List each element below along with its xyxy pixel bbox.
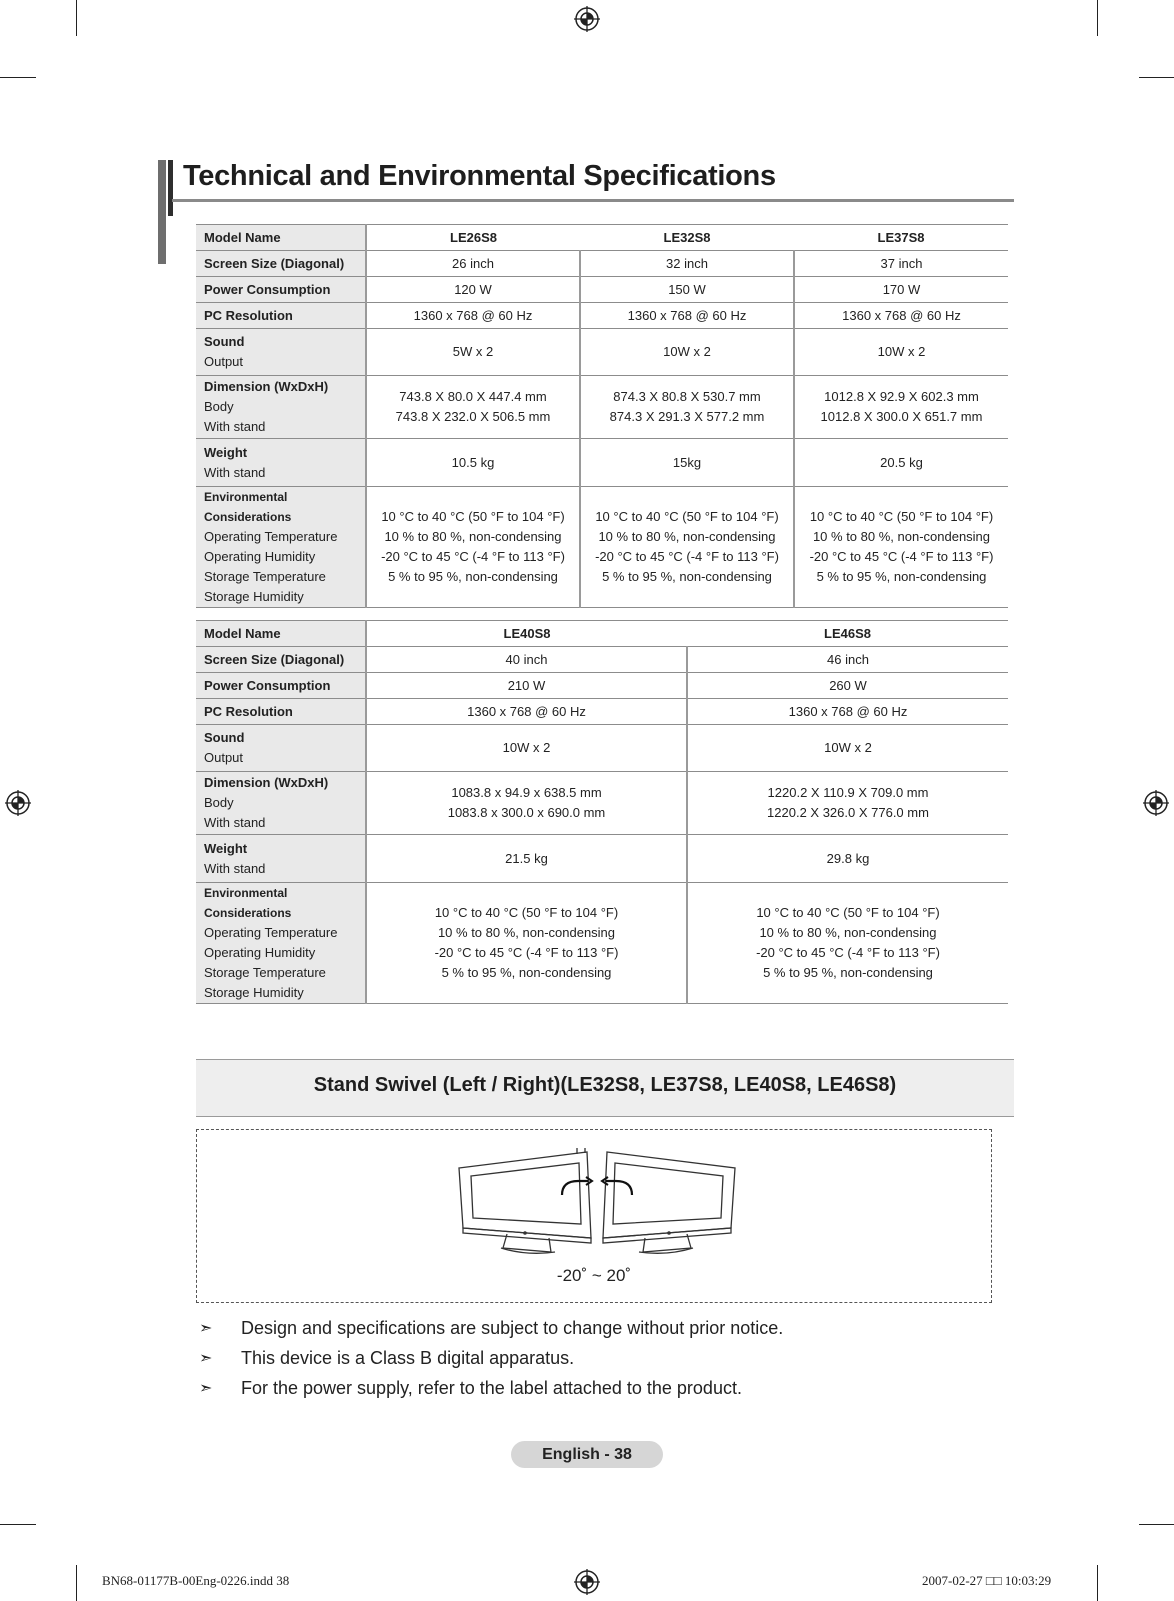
table-cell: 1360 x 768 @ 60 Hz	[580, 303, 794, 329]
table-row	[196, 647, 1008, 673]
row-sublabel: With stand	[204, 815, 266, 830]
table-cell: 10W x 2	[366, 725, 687, 772]
table-cell: 46 inch	[687, 647, 1008, 673]
row-label: PC Resolution	[204, 703, 293, 719]
dimension-stand-value: 874.3 X 291.3 X 577.2 mm	[609, 409, 765, 424]
row-label: Environmental Considerations	[204, 490, 292, 524]
crop-mark	[1097, 1565, 1098, 1601]
tv-monitor-icon	[457, 1148, 737, 1258]
model-name-cell: LE37S8	[794, 225, 1008, 251]
row-sublabel: Storage Humidity	[204, 985, 304, 1000]
row-sublabel: Operating Temperature	[204, 529, 338, 544]
table-row	[196, 725, 1008, 772]
crop-mark	[0, 1524, 36, 1525]
table-row	[196, 439, 1008, 487]
row-sublabel: Storage Humidity	[204, 589, 304, 604]
table-cell	[794, 376, 1008, 439]
row-label: Dimension (WxDxH)	[204, 775, 329, 790]
row-sublabel: Storage Temperature	[204, 965, 326, 980]
table-row	[196, 225, 1008, 251]
row-label: Dimension (WxDxH)	[204, 379, 329, 394]
table-cell: 29.8 kg	[687, 835, 1008, 883]
registration-mark-icon	[574, 1569, 600, 1595]
env-value: 5 % to 95 %, non-condensing	[602, 569, 772, 584]
rotation-arrow-icon	[552, 1173, 642, 1203]
row-sublabel: Operating Humidity	[204, 945, 316, 960]
note-text: This device is a Class B digital apparatus.	[241, 1348, 575, 1368]
page-number-badge: English - 38	[511, 1441, 663, 1468]
table-cell	[580, 487, 794, 608]
spec-table-2	[196, 620, 1008, 1004]
row-label: Weight	[204, 444, 248, 460]
table-cell: 32 inch	[580, 251, 794, 277]
registration-mark-icon	[1143, 790, 1169, 816]
row-sublabel: With stand	[204, 464, 266, 480]
row-sublabel: With stand	[204, 860, 266, 876]
row-label: Environmental Considerations	[204, 886, 292, 920]
table-cell	[687, 883, 1008, 1004]
row-label: PC Resolution	[204, 307, 293, 323]
env-value: 5 % to 95 %, non-condensing	[441, 965, 612, 980]
row-sublabel: With stand	[204, 419, 266, 434]
table-row	[196, 487, 1008, 608]
env-value: 10 % to 80 %, non-condensing	[598, 529, 776, 544]
swivel-illustration-box	[196, 1129, 992, 1303]
table-row	[196, 621, 1008, 647]
model-name-cell: LE46S8	[687, 621, 1008, 647]
env-value: 10 °C to 40 °C (50 °F to 104 °F)	[595, 509, 779, 524]
dimension-body-value: 874.3 X 80.8 X 530.7 mm	[613, 389, 761, 404]
model-name-cell: LE32S8	[580, 225, 794, 251]
dimension-stand-value: 1083.8 x 300.0 x 690.0 mm	[447, 805, 606, 820]
footer-timestamp: 2007-02-27 □□ 10:03:29	[922, 1573, 1052, 1588]
swivel-angle-label: -20˚ ~ 20˚	[556, 1266, 632, 1285]
table-cell: 1360 x 768 @ 60 Hz	[366, 699, 687, 725]
env-value: 10 °C to 40 °C (50 °F to 104 °F)	[756, 905, 940, 920]
table-cell: 1360 x 768 @ 60 Hz	[687, 699, 1008, 725]
spec-table-1	[196, 224, 1008, 608]
row-label: Sound	[204, 730, 245, 745]
env-value: -20 °C to 45 °C (-4 °F to 113 °F)	[809, 549, 994, 564]
env-value: 10 °C to 40 °C (50 °F to 104 °F)	[434, 905, 619, 920]
env-value: 10 % to 80 %, non-condensing	[812, 529, 991, 544]
footer-file-name: BN68-01177B-00Eng-0226.indd 38	[102, 1573, 290, 1588]
swivel-title: Stand Swivel (Left / Right)(LE32S8, LE37S8, LE40S8, LE46S8)	[313, 1074, 897, 1096]
table-row	[196, 699, 1008, 725]
dimension-stand-value: 1012.8 X 300.0 X 651.7 mm	[820, 409, 983, 424]
env-value: -20 °C to 45 °C (-4 °F to 113 °F)	[595, 549, 779, 564]
row-label: Screen Size (Diagonal)	[204, 255, 345, 271]
row-sublabel: Storage Temperature	[204, 569, 326, 584]
table-cell: 210 W	[366, 673, 687, 699]
row-label: Power Consumption	[204, 677, 331, 693]
table-cell	[366, 487, 580, 608]
table-cell: 26 inch	[366, 251, 580, 277]
table-row	[196, 673, 1008, 699]
crop-mark	[1097, 0, 1098, 36]
table-row	[196, 303, 1008, 329]
note-arrow-icon: ➣	[199, 1350, 213, 1367]
table-cell: 10W x 2	[794, 329, 1008, 376]
list-item	[199, 1378, 999, 1408]
dimension-stand-value: 743.8 X 232.0 X 506.5 mm	[395, 409, 551, 424]
env-value: 5 % to 95 %, non-condensing	[388, 569, 558, 584]
notes-list	[199, 1318, 999, 1408]
table-cell: 40 inch	[366, 647, 687, 673]
table-row	[196, 883, 1008, 1004]
env-value: -20 °C to 45 °C (-4 °F to 113 °F)	[756, 945, 940, 960]
dimension-body-value: 1220.2 X 110.9 X 709.0 mm	[767, 785, 929, 800]
env-value: 5 % to 95 %, non-condensing	[763, 965, 933, 980]
crop-mark	[1139, 77, 1174, 78]
env-value: -20 °C to 45 °C (-4 °F to 113 °F)	[381, 549, 565, 564]
table-cell: 15kg	[580, 439, 794, 487]
registration-mark-icon	[5, 790, 31, 816]
crop-mark	[1139, 1524, 1174, 1525]
table-cell: 10W x 2	[687, 725, 1008, 772]
row-sublabel: Operating Temperature	[204, 925, 338, 940]
table-row	[196, 835, 1008, 883]
table-cell	[580, 376, 794, 439]
table-row	[196, 329, 1008, 376]
row-label: Weight	[204, 840, 248, 856]
row-label: Sound	[204, 334, 245, 349]
list-item	[199, 1318, 999, 1348]
table-row	[196, 277, 1008, 303]
env-value: 10 % to 80 %, non-condensing	[437, 925, 616, 940]
env-value: 10 % to 80 %, non-condensing	[759, 925, 937, 940]
env-value: 10 % to 80 %, non-condensing	[384, 529, 562, 544]
table-cell: 21.5 kg	[366, 835, 687, 883]
dimension-stand-value: 1220.2 X 326.0 X 776.0 mm	[767, 805, 929, 820]
title-underline	[172, 199, 1014, 202]
env-value: 10 °C to 40 °C (50 °F to 104 °F)	[381, 509, 565, 524]
table-row	[196, 772, 1008, 835]
crop-mark	[0, 77, 36, 78]
dimension-body-value: 1083.8 x 94.9 x 638.5 mm	[451, 785, 602, 800]
table-cell: 260 W	[687, 673, 1008, 699]
table-cell: 170 W	[794, 277, 1008, 303]
env-value: -20 °C to 45 °C (-4 °F to 113 °F)	[434, 945, 619, 960]
table-cell	[366, 376, 580, 439]
note-text: For the power supply, refer to the label attached to the product.	[241, 1378, 742, 1398]
row-label: Model Name	[204, 625, 281, 641]
table-cell: 1360 x 768 @ 60 Hz	[366, 303, 580, 329]
table-cell	[687, 772, 1008, 835]
table-cell: 10W x 2	[580, 329, 794, 376]
note-arrow-icon: ➣	[199, 1320, 213, 1337]
row-sublabel: Operating Humidity	[204, 549, 316, 564]
dimension-body-value: 1012.8 X 92.9 X 602.3 mm	[824, 389, 979, 404]
table-cell	[366, 772, 687, 835]
swivel-section-header	[196, 1059, 1014, 1117]
table-cell: 37 inch	[794, 251, 1008, 277]
registration-mark-icon	[574, 6, 600, 32]
dimension-body-value: 743.8 X 80.0 X 447.4 mm	[399, 389, 547, 404]
table-cell: 1360 x 768 @ 60 Hz	[794, 303, 1008, 329]
table-cell: 10.5 kg	[366, 439, 580, 487]
crop-mark	[76, 1565, 77, 1601]
table-cell: 5W x 2	[366, 329, 580, 376]
page-title: Technical and Environmental Specifications	[183, 160, 776, 192]
list-item	[199, 1348, 999, 1378]
row-label: Model Name	[204, 229, 281, 245]
note-text: Design and specifications are subject to change without prior notice.	[241, 1318, 784, 1338]
row-sublabel: Output	[204, 750, 244, 765]
table-cell	[366, 883, 687, 1004]
env-value: 10 °C to 40 °C (50 °F to 104 °F)	[809, 509, 994, 524]
table-cell: 120 W	[366, 277, 580, 303]
table-row	[196, 376, 1008, 439]
table-cell: 150 W	[580, 277, 794, 303]
crop-mark	[76, 0, 77, 36]
table-row	[196, 251, 1008, 277]
note-arrow-icon: ➣	[199, 1380, 213, 1397]
model-name-cell: LE40S8	[366, 621, 687, 647]
table-cell	[794, 487, 1008, 608]
row-sublabel: Body	[204, 399, 234, 414]
row-sublabel: Output	[204, 354, 244, 369]
model-name-cell: LE26S8	[366, 225, 580, 251]
row-sublabel: Body	[204, 795, 234, 810]
env-value: 5 % to 95 %, non-condensing	[816, 569, 987, 584]
row-label: Screen Size (Diagonal)	[204, 651, 345, 667]
table-cell: 20.5 kg	[794, 439, 1008, 487]
row-label: Power Consumption	[204, 281, 331, 297]
